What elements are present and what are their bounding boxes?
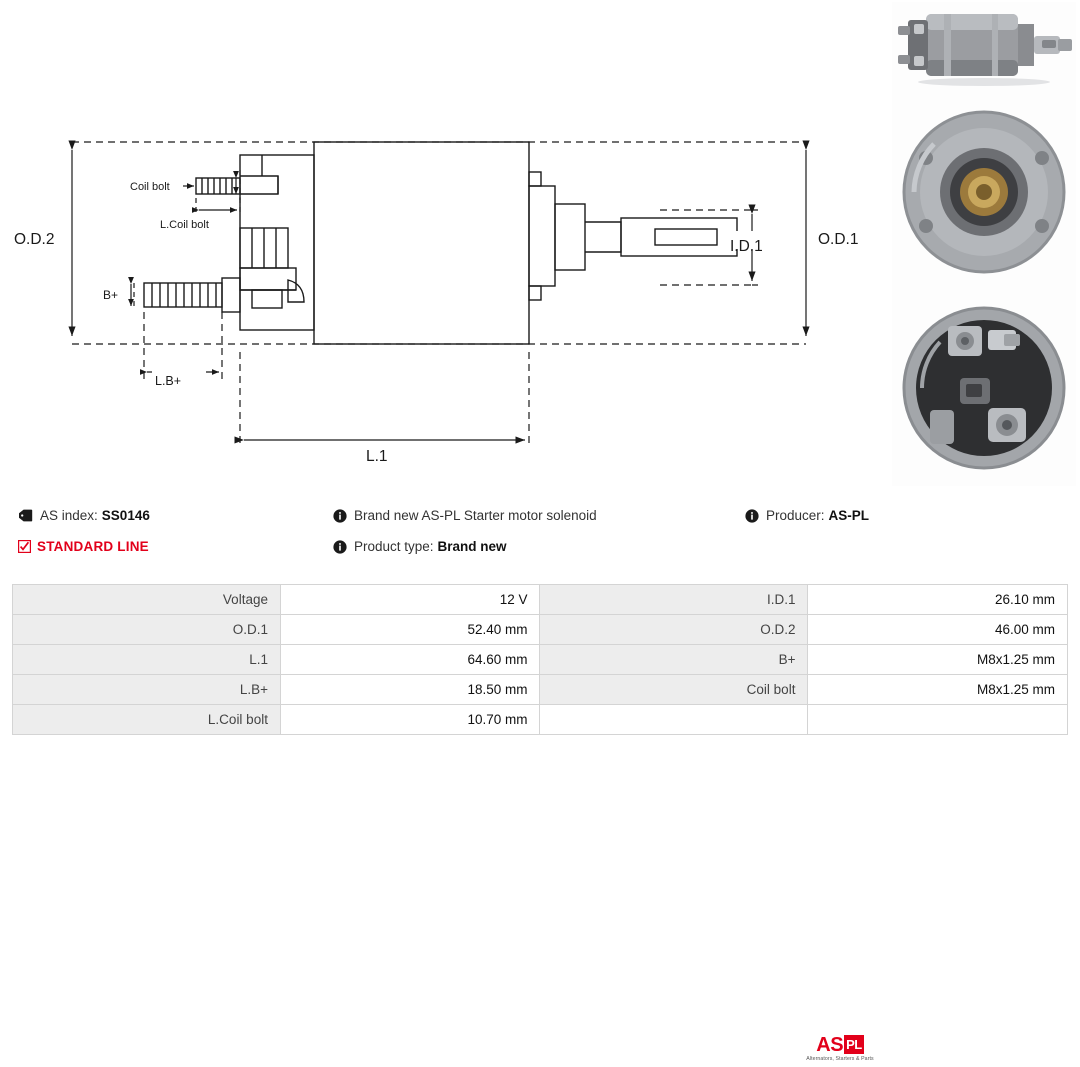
label-od2: O.D.2 bbox=[14, 231, 55, 248]
product-type bbox=[333, 539, 507, 554]
spec-value: M8x1.25 mm bbox=[808, 645, 1068, 675]
spec-empty-cell bbox=[540, 705, 808, 735]
spec-value: 26.10 mm bbox=[808, 585, 1068, 615]
info-icon bbox=[745, 509, 759, 523]
checkbox-checked-icon bbox=[18, 540, 31, 553]
spec-value: M8x1.25 mm bbox=[808, 675, 1068, 705]
spec-key: O.D.1 bbox=[13, 615, 281, 645]
spec-value: 46.00 mm bbox=[808, 615, 1068, 645]
spec-key: O.D.2 bbox=[540, 615, 808, 645]
table-row bbox=[13, 705, 1068, 735]
spec-value: 18.50 mm bbox=[280, 675, 540, 705]
product-description-text: Brand new AS-PL Starter motor solenoid bbox=[354, 508, 597, 523]
spec-key: L.B+ bbox=[13, 675, 281, 705]
product-description bbox=[333, 508, 597, 523]
info-icon bbox=[333, 540, 347, 554]
spec-value: 52.40 mm bbox=[280, 615, 540, 645]
standard-line-label: STANDARD LINE bbox=[37, 539, 149, 554]
producer-value: AS-PL bbox=[828, 508, 870, 523]
spec-empty-cell bbox=[808, 705, 1068, 735]
as-index-label: AS index: bbox=[40, 508, 98, 523]
table-row bbox=[13, 645, 1068, 675]
label-coil-bolt: Coil bolt bbox=[130, 181, 170, 193]
spec-value: 64.60 mm bbox=[280, 645, 540, 675]
as-index bbox=[18, 508, 150, 523]
specifications-table bbox=[12, 584, 1068, 735]
spec-key: L.1 bbox=[13, 645, 281, 675]
info-row-primary bbox=[0, 508, 1080, 536]
table-row bbox=[13, 585, 1068, 615]
photo-solenoid-front-view bbox=[892, 94, 1076, 290]
label-l-bplus: L.B+ bbox=[155, 374, 182, 388]
spec-value: 10.70 mm bbox=[280, 705, 540, 735]
table-row bbox=[13, 675, 1068, 705]
technical-drawing bbox=[0, 0, 884, 492]
info-icon bbox=[333, 509, 347, 523]
label-l1: L.1 bbox=[366, 448, 388, 465]
label-l-coil-bolt: L.Coil bolt bbox=[160, 219, 209, 231]
spec-key: Coil bolt bbox=[540, 675, 808, 705]
producer bbox=[745, 508, 869, 523]
standard-line-badge bbox=[18, 539, 149, 554]
info-row-secondary bbox=[0, 539, 1080, 567]
as-index-value: SS0146 bbox=[101, 508, 150, 523]
label-id1: I.D.1 bbox=[730, 238, 763, 255]
label-bplus: B+ bbox=[103, 288, 119, 302]
logo-as-text: AS bbox=[816, 1034, 844, 1056]
tag-icon bbox=[18, 509, 33, 522]
label-od1: O.D.1 bbox=[818, 231, 859, 248]
logo-wordmark bbox=[806, 1035, 874, 1055]
photo-solenoid-side-view bbox=[892, 2, 1076, 94]
logo-pl-text: PL bbox=[846, 1037, 862, 1052]
spec-key: B+ bbox=[540, 645, 808, 675]
spec-key: Voltage bbox=[13, 585, 281, 615]
spec-key: L.Coil bolt bbox=[13, 705, 281, 735]
spec-key: I.D.1 bbox=[540, 585, 808, 615]
product-type-value: Brand new bbox=[437, 539, 507, 554]
product-photos bbox=[884, 0, 1080, 492]
table-row bbox=[13, 615, 1068, 645]
as-pl-logo bbox=[806, 1035, 874, 1067]
logo-tagline: Alternators, Starters & Parts bbox=[806, 1056, 874, 1062]
product-type-label: Product type: bbox=[354, 539, 434, 554]
spec-value: 12 V bbox=[280, 585, 540, 615]
producer-label: Producer: bbox=[766, 508, 825, 523]
photo-solenoid-rear-view bbox=[892, 290, 1076, 486]
